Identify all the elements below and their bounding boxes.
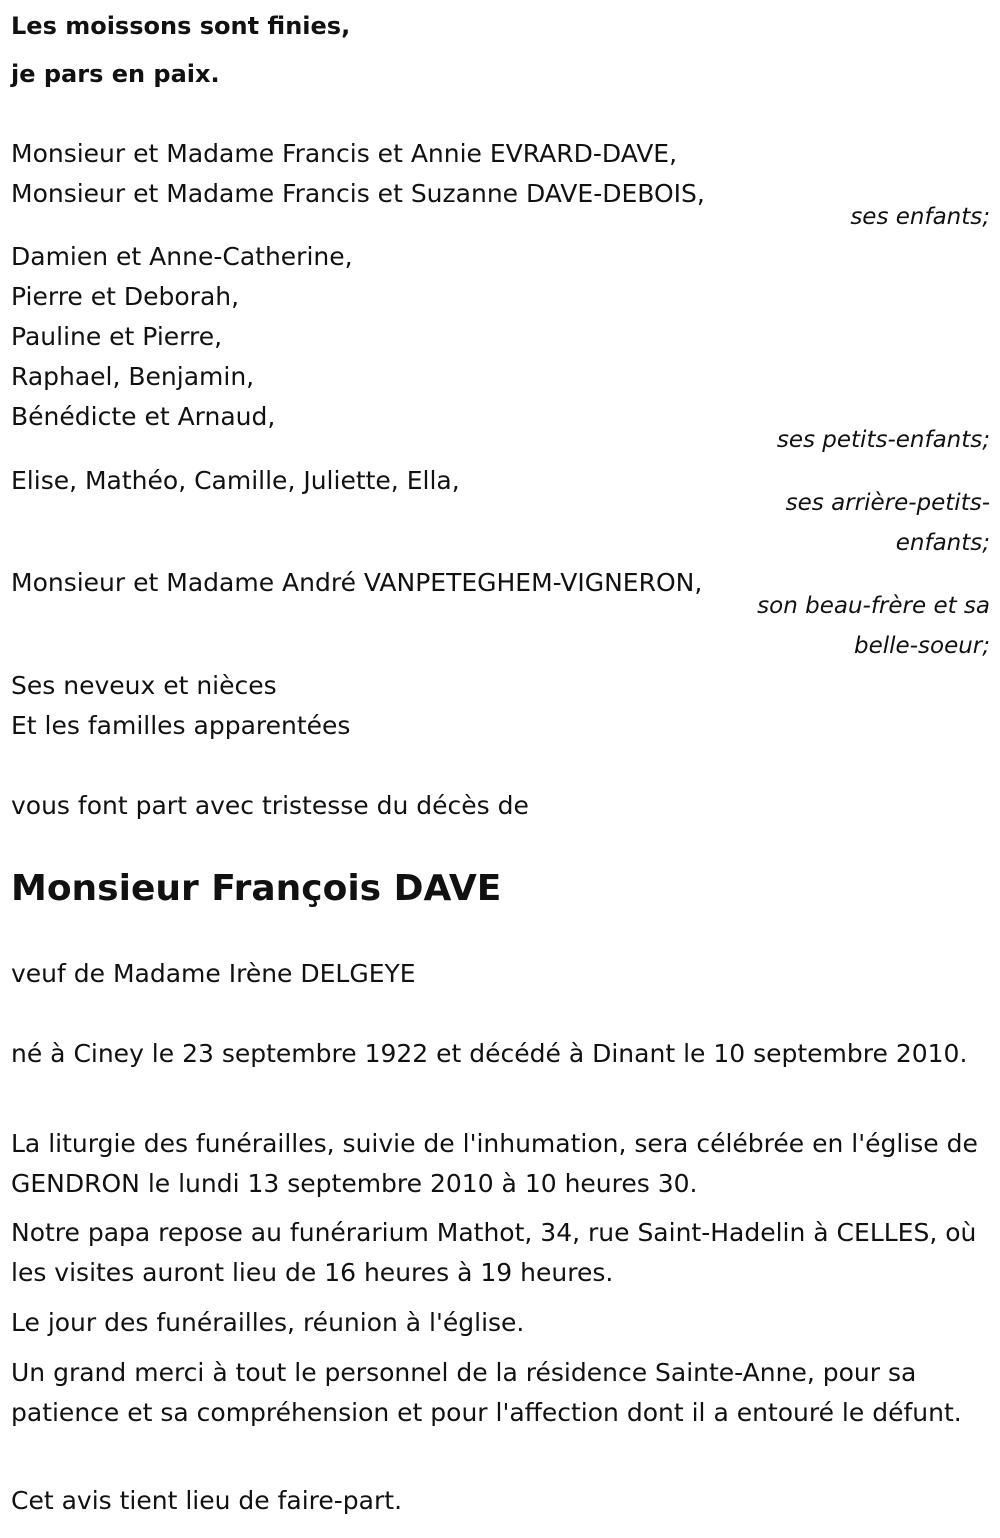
epigraph-line-2: je pars en paix.: [11, 60, 220, 88]
grandchild-line-3: Pauline et Pierre,: [11, 322, 223, 351]
repose-paragraph: Notre papa repose au funérarium Mathot, 34, rue Saint-Hadelin à CELLES, où les visites auront lieu de 16 heures à 19 heures.: [11, 1218, 977, 1287]
notice-paragraph: Cet avis tient lieu de faire-part.: [11, 1486, 403, 1515]
deceased-name: Monsieur François DAVE: [11, 868, 502, 909]
related-families: Et les familles apparentées: [11, 711, 351, 740]
liturgy-paragraph: La liturgie des funérailles, suivie de l'inhumation, sera célébrée en l'église de GENDRON le lundi 13 septembre 2010 à 10 heures 30.: [11, 1129, 978, 1198]
child-couple-1: Monsieur et Madame Francis et Annie EVRARD-DAVE,: [11, 139, 678, 168]
meeting-paragraph: Le jour des funérailles, réunion à l'église.: [11, 1308, 525, 1337]
great-grandchildren-role-line-2: enfants;: [895, 530, 990, 556]
child-couple-2: Monsieur et Madame Francis et Suzanne DAVE-DEBOIS,: [11, 179, 705, 208]
thanks-paragraph: Un grand merci à tout le personnel de la résidence Sainte-Anne, pour sa patience et sa compréhension et pour l'affection dont il a entouré le défunt.: [11, 1358, 962, 1427]
grandchildren-role: ses petits-enfants;: [776, 427, 990, 453]
in-laws-role-line-1: son beau-frère et sa: [757, 593, 990, 619]
birth-death-paragraph: né à Ciney le 23 septembre 1922 et décédé à Dinant le 10 septembre 2010.: [11, 1039, 968, 1068]
nephews-nieces: Ses neveux et nièces: [11, 671, 277, 700]
grandchild-line-5: Bénédicte et Arnaud,: [11, 402, 276, 431]
grandchild-line-4: Raphael, Benjamin,: [11, 362, 255, 391]
grandchild-line-1: Damien et Anne-Catherine,: [11, 242, 353, 271]
great-grandchildren-names: Elise, Mathéo, Camille, Juliette, Ella,: [11, 466, 460, 495]
children-role: ses enfants;: [850, 204, 990, 230]
announcement: vous font part avec tristesse du décès de: [11, 791, 529, 820]
epigraph-line-1: Les moissons sont finies,: [11, 12, 351, 40]
in-laws-names: Monsieur et Madame André VANPETEGHEM-VIGNERON,: [11, 568, 703, 597]
in-laws-role-line-2: belle-soeur;: [854, 633, 990, 659]
great-grandchildren-role-line-1: ses arrière-petits-: [785, 490, 990, 516]
widower-of: veuf de Madame Irène DELGEYE: [11, 959, 416, 988]
grandchild-line-2: Pierre et Deborah,: [11, 282, 240, 311]
